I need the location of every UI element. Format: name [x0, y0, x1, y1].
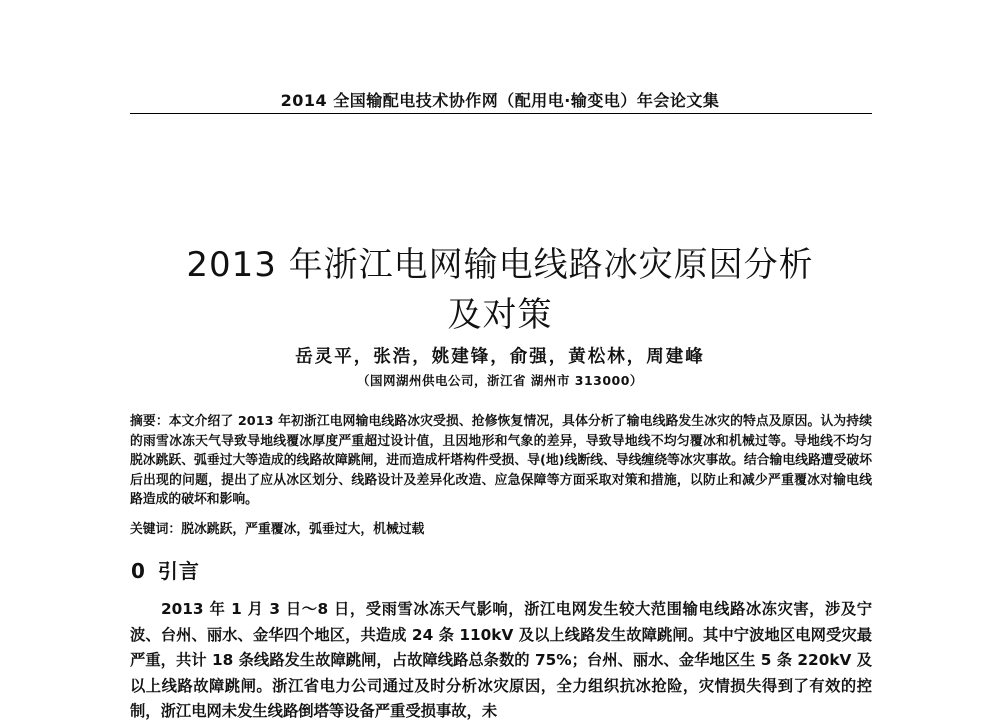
paper-title	[120, 240, 880, 340]
title-line-2: 及对策	[447, 294, 553, 335]
running-header: 2014 全国输配电技术协作网（配用电·输变电）年会论文集	[280, 91, 720, 110]
header-rule	[130, 113, 872, 114]
section-number: 0	[131, 559, 146, 583]
affiliation: （国网湖州供电公司，浙江省 湖州市 313000）	[357, 373, 643, 388]
keywords-text: 脱冰跳跃，严重覆冰，弧垂过大，机械过载	[181, 522, 425, 537]
abstract-label: 摘要：	[130, 414, 169, 429]
section-heading	[131, 555, 200, 584]
body-paragraph: 2013 年 1 月 3 日～8 日，受雨雪冰冻天气影响，浙江电网发生较大范围输电线路冰冻灾害，涉及宁波、台州、丽水、金华四个地区，共造成 24 条 110kV 及以上线路发生故障跳闸。其中宁波地区电网受灾最严重，共计 18 条线路发生故障跳闸，占故障线路总条数的 75%；台州、丽水、金华地区生 5 条 220kV 及以上线路故障跳闸。浙江省电力公司通过及时分析冰灾原因，全力组织抗冰抢险，灾情损失得到了有效的控制，浙江电网未发生线路倒塔等设备严重受损事故，未	[130, 600, 872, 721]
author-list: 岳灵平，张浩，姚建锋，俞强，黄松林，周建峰	[295, 347, 705, 367]
title-line-1: 2013 年浙江电网输电线路冰灾原因分析	[186, 244, 814, 285]
abstract	[130, 412, 872, 510]
section-title: 引言	[157, 559, 200, 583]
keywords	[130, 520, 872, 539]
abstract-text: 本文介绍了 2013 年初浙江电网输电线路冰灾受损、抢修恢复情况，具体分析了输电线路发生冰灾的特点及原因。认为持续的雨雪冰冻天气导致导地线覆冰厚度严重超过设计值，且因地形和气象的差异，导致导地线不均匀覆冰和机械过等。导地线不均匀脱冰跳跃、弧垂过大等造成的线路故障跳闸，进而造成杆塔构件受损、导(地)线断线、导线缠绕等冰灾事故。结合输电线路遭受破坏后出现的问题，提出了应从冰区划分、线路设计及差异化改造、应急保障等方面采取对策和措施，以防止和减少严重覆冰对输电线路造成的破坏和影响。	[130, 414, 873, 508]
keywords-label: 关键词：	[130, 522, 182, 537]
